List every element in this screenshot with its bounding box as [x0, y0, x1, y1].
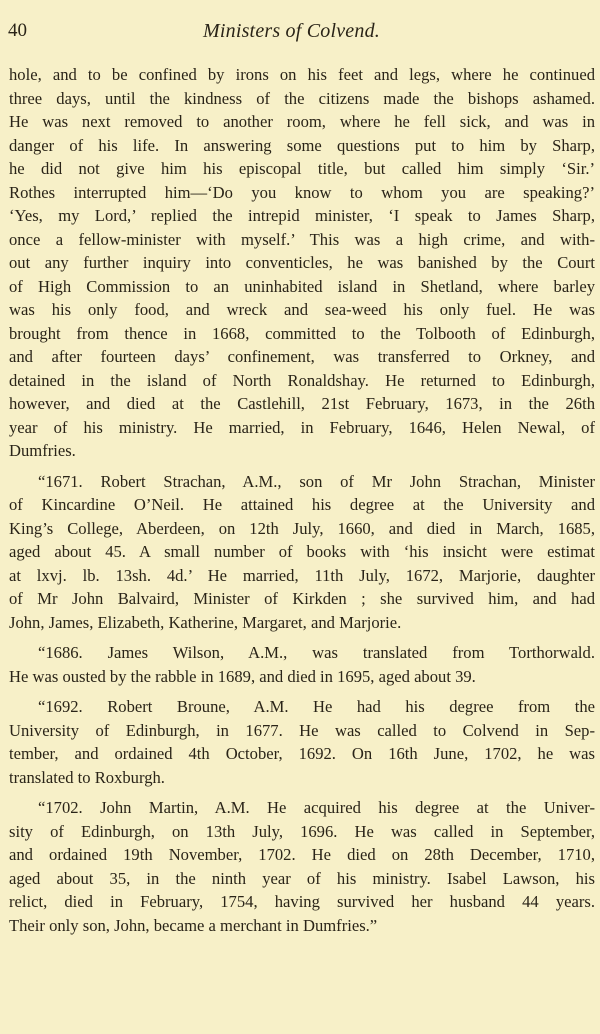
text-line: King’s College, Aberdeen, on 12th July, 1660, and died in March, 1685,: [9, 518, 595, 538]
text-line: He was ousted by the rabble in 1689, and died in 1695, aged about 39.: [9, 666, 476, 686]
text-line: University of Edinburgh, in 1677. He was called to Colvend in Sep-: [9, 720, 595, 740]
paragraph-gap: [9, 463, 595, 470]
text-line: out any further inquiry into conventicles, he was banished by the Court: [9, 253, 595, 272]
text-line: at lxvj. lb. 13sh. 4d.’ He married, 11th July, 1672, Marjorie, daughter: [9, 565, 595, 585]
text-line: “1692. Robert Broune, A.M. He had his degree from the: [38, 697, 595, 716]
paragraph-gap: [9, 789, 595, 796]
text-line: sity of Edinburgh, on 13th July, 1696. He was called in September,: [9, 821, 595, 841]
paragraph-gap: [9, 688, 595, 695]
text-line: “1686. James Wilson, A.M., was translated from Torthorwald.: [38, 643, 595, 662]
text-line: “1702. John Martin, A.M. He acquired his degree at the Univer-: [38, 798, 595, 817]
text-line: brought from thence in 1668, committed to the Tolbooth of Edinburgh,: [9, 323, 595, 343]
text-line: aged about 35, in the ninth year of his ministry. Isabel Lawson, his: [9, 868, 595, 888]
text-line: Rothes interrupted him—‘Do you know to whom you are speaking?’: [9, 182, 595, 202]
text-line: three days, until the kindness of the citizens made the bishops ashamed.: [9, 88, 595, 108]
text-line: danger of his life. In answering some questions put to him by Sharp,: [9, 135, 595, 155]
paragraph-1686: [9, 641, 595, 688]
text-line: of High Commission to an uninhabited island in Shetland, where barley: [9, 276, 595, 296]
page-number: 40: [8, 20, 27, 41]
text-line: translated to Roxburgh.: [9, 767, 165, 787]
text-line: ‘Yes, my Lord,’ replied the intrepid minister, ‘I speak to James Sharp,: [9, 206, 595, 225]
text-line: Their only son, John, became a merchant in Dumfries.”: [9, 915, 378, 935]
page-header: [8, 19, 588, 47]
text-line: detained in the island of North Ronaldshay. He returned to Edinburgh,: [9, 370, 595, 390]
text-line: year of his ministry. He married, in February, 1646, Helen Newal, of: [9, 417, 595, 437]
text-line: tember, and ordained 4th October, 1692. On 16th June, 1702, he was: [9, 744, 595, 763]
text-line: and ordained 19th November, 1702. He died on 28th December, 1710,: [9, 845, 595, 864]
paragraph-1671: [9, 470, 595, 635]
text-line: was his only food, and wreck and sea-weed his only fuel. He was: [9, 300, 595, 319]
text-line: aged about 45. A small number of books with ‘his insicht were estimat: [9, 542, 595, 561]
paragraph-continuation: [9, 63, 595, 463]
paragraph-1692: [9, 695, 595, 789]
paragraph-gap: [9, 634, 595, 641]
text-line: John, James, Elizabeth, Katherine, Margaret, and Marjorie.: [9, 612, 402, 632]
text-line: and after fourteen days’ confinement, was transferred to Orkney, and: [9, 347, 595, 366]
text-line: of Kincardine O’Neil. He attained his degree at the University and: [9, 495, 595, 514]
text-line: relict, died in February, 1754, having survived her husband 44 years.: [9, 892, 595, 911]
running-title: Ministers of Colvend.: [203, 20, 380, 42]
text-line: “1671. Robert Strachan, A.M., son of Mr John Strachan, Minister: [38, 471, 595, 491]
text-line: He was next removed to another room, where he fell sick, and was in: [9, 112, 595, 131]
text-line: Dumfries.: [9, 441, 76, 460]
text-line: of Mr John Balvaird, Minister of Kirkden ; she survived him, and had: [9, 589, 595, 608]
body-text: [9, 63, 595, 937]
text-line: once a fellow-minister with myself.’ This was a high crime, and with-: [9, 229, 595, 249]
paragraph-1702: [9, 796, 595, 937]
text-line: he did not give him his episcopal title, but called him simply ‘Sir.’: [9, 159, 595, 178]
text-line: however, and died at the Castlehill, 21st February, 1673, in the 26th: [9, 394, 595, 413]
text-line: hole, and to be confined by irons on his feet and legs, where he continued: [9, 65, 595, 84]
